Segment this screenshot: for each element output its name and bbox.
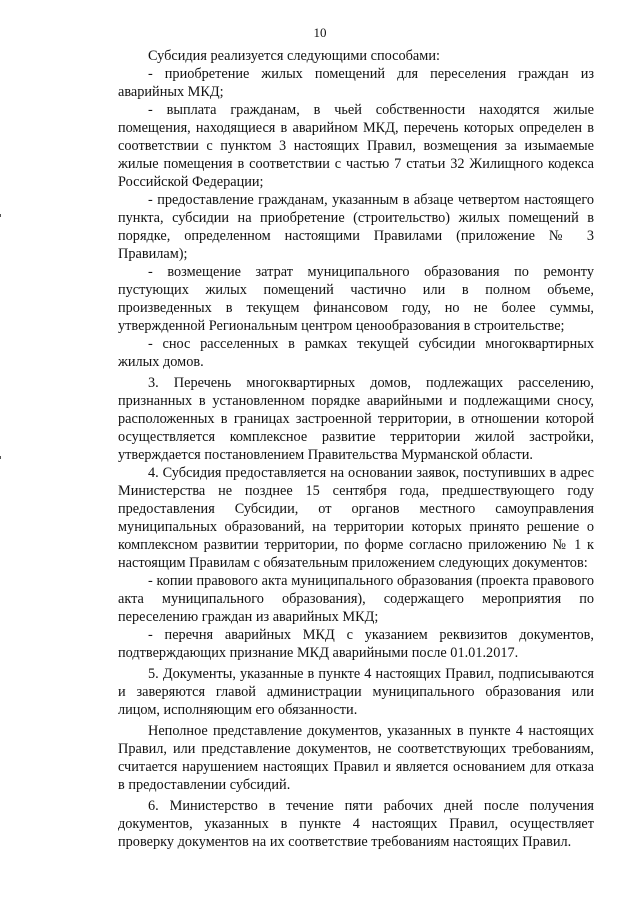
paragraph: Субсидия реализуется следующими способами: [148,48,440,64]
page-number: 10 [313,25,327,40]
list-item: - предоставление гражданам, указанным в абзаце четвертом настоящего пункта, субсидии на приобретение (строительство) жилых помещений в порядке, определенном настоящими Правилами (приложение № 3 Правилам); [118,192,594,262]
document-body [118,47,594,851]
list-item: - приобретение жилых помещений для переселения граждан из аварийных МКД; [118,66,594,100]
list-item: - возмещение затрат муниципального образования по ремонту пустующих жилых помещений частично или в полном объеме, произведенных в текущем финансовом году, но не более суммы, утвержденной Региональным центром ценообразования в строительстве; [118,264,594,334]
paragraph: 3. Перечень многоквартирных домов, подлежащих расселению, признанных в установленном порядке аварийными и подлежащими сносу, расположенных в границах застроенной территории, в отношении которой осуществляется комплексное развитие территории жилой застройки, утверждается постановлением Правительства Мурманской области. [118,375,594,463]
margin-mark [0,456,1,459]
paragraph: 6. Министерство в течение пяти рабочих дней после получения документов, указанных в пункте 4 настоящих Правил, осуществляет проверку документов на их соответствие требованиям настоящих Правил. [118,798,594,850]
paragraph: 4. Субсидия предоставляется на основании заявок, поступивших в адрес Министерства не позднее 15 сентября года, предшествующего году предоставления Субсидии, от органов местного самоуправления муниципальных образований, на территории которых принято решение о комплексном развитии территории, по форме согласно приложению № 1 к настоящим Правилам с обязательным приложением следующих документов: [118,465,594,571]
list-item: - перечня аварийных МКД с указанием реквизитов документов, подтверждающих признание МКД аварийными после 01.01.2017. [118,627,594,661]
paragraph: 5. Документы, указанные в пункте 4 настоящих Правил, подписываются и заверяются главой администрации муниципального образования или лицом, исполняющим его обязанности. [118,666,594,718]
margin-mark [0,214,1,217]
list-item: - снос расселенных в рамках текущей субсидии многоквартирных жилых домов. [118,336,594,370]
paragraph: Неполное представление документов, указанных в пункте 4 настоящих Правил, или представление документов, не соответствующих требованиям, считается нарушением настоящих Правил и является основанием для отказа в предоставлении субсидий. [118,723,594,793]
list-item: - копии правового акта муниципального образования (проекта правового акта муниципального образования), содержащего мероприятия по переселению граждан из аварийных МКД; [118,573,594,625]
list-item: - выплата гражданам, в чьей собственности находятся жилые помещения, находящиеся в аварийном МКД, перечень которых определен в соответствии с пунктом 3 настоящих Правил, возмещения за изымаемые жилые помещения в соответствии с частью 7 статьи 32 Жилищного кодекса Российской Федерации; [118,102,594,190]
